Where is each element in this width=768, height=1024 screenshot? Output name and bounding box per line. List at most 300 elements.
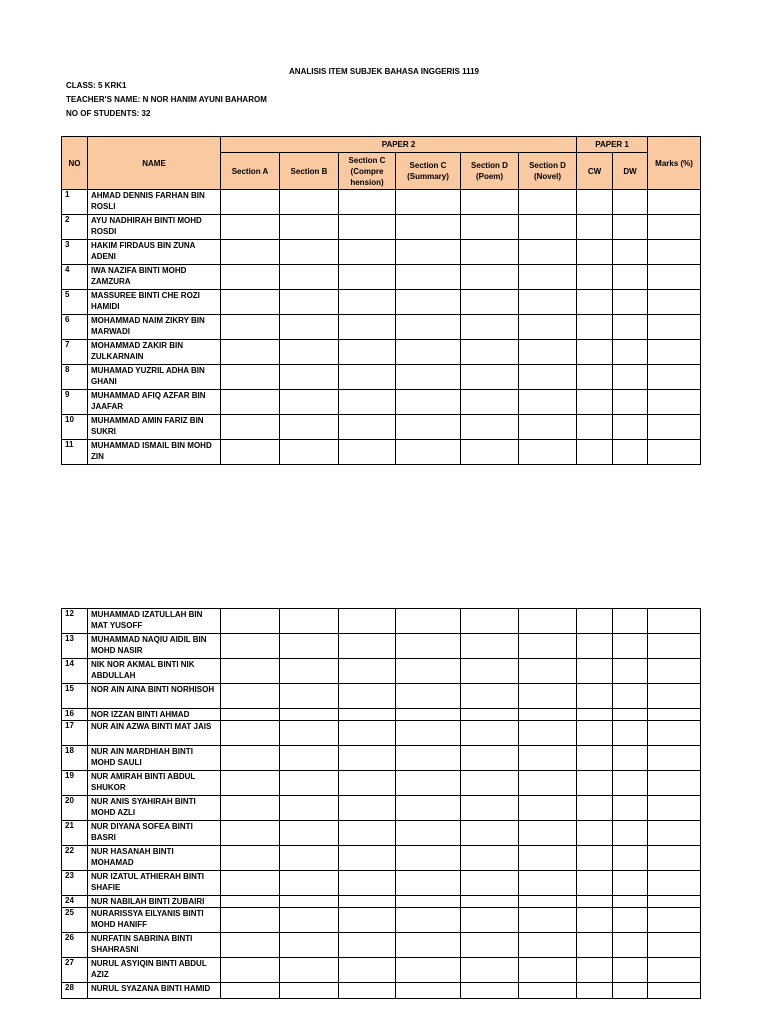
table-row: [62, 190, 701, 215]
score-marks-cell: [648, 609, 701, 634]
student-number: 11: [62, 440, 88, 465]
student-number: 6: [62, 315, 88, 340]
score-cw-cell: [577, 958, 613, 983]
header-paper-1: PAPER 1: [577, 137, 648, 153]
student-number: 3: [62, 240, 88, 265]
header-name: NAME: [88, 137, 221, 190]
student-name: NUR AIN AZWA BINTI MAT JAIS: [88, 721, 221, 746]
score-section-d-poem-cell: [461, 771, 519, 796]
score-dw-cell: [613, 846, 648, 871]
score-cw-cell: [577, 190, 613, 215]
student-name: MASSUREE BINTI CHE ROZI HAMIDI: [88, 290, 221, 315]
header-section-d-novel: Section D (Novel): [519, 153, 577, 190]
score-section-d-poem-cell: [461, 609, 519, 634]
student-name: NURARISSYA EILYANIS BINTI MOHD HANIFF: [88, 908, 221, 933]
student-number: 2: [62, 215, 88, 240]
student-number: 24: [62, 896, 88, 908]
score-section-a-cell: [221, 415, 280, 440]
student-number: 18: [62, 746, 88, 771]
score-section-b-cell: [280, 659, 339, 684]
score-section-b-cell: [280, 415, 339, 440]
score-marks-cell: [648, 958, 701, 983]
score-cw-cell: [577, 315, 613, 340]
teacher-name-line: TEACHER'S NAME: N NOR HANIM AYUNI BAHAROM: [66, 95, 267, 104]
student-name: MUHAMAD YUZRIL ADHA BIN GHANI: [88, 365, 221, 390]
score-section-d-poem-cell: [461, 440, 519, 465]
student-number: 13: [62, 634, 88, 659]
score-section-d-novel-cell: [519, 215, 577, 240]
score-section-d-poem-cell: [461, 340, 519, 365]
score-section-c-comprehension-cell: [339, 721, 396, 746]
score-cw-cell: [577, 265, 613, 290]
score-marks-cell: [648, 390, 701, 415]
score-section-c-summary-cell: [396, 634, 461, 659]
score-cw-cell: [577, 746, 613, 771]
student-number: 7: [62, 340, 88, 365]
score-cw-cell: [577, 709, 613, 721]
score-section-a-cell: [221, 315, 280, 340]
score-section-c-summary-cell: [396, 659, 461, 684]
score-section-d-novel-cell: [519, 746, 577, 771]
score-section-b-cell: [280, 215, 339, 240]
score-dw-cell: [613, 821, 648, 846]
score-section-c-summary-cell: [396, 190, 461, 215]
student-number: 21: [62, 821, 88, 846]
score-section-a-cell: [221, 796, 280, 821]
student-number: 4: [62, 265, 88, 290]
score-section-b-cell: [280, 365, 339, 390]
student-name: MUHAMMAD IZATULLAH BIN MAT YUSOFF: [88, 609, 221, 634]
score-cw-cell: [577, 933, 613, 958]
score-section-c-comprehension-cell: [339, 958, 396, 983]
score-cw-cell: [577, 684, 613, 709]
score-dw-cell: [613, 896, 648, 908]
student-rows-part-2: [62, 609, 701, 999]
student-number: 23: [62, 871, 88, 896]
score-dw-cell: [613, 609, 648, 634]
score-marks-cell: [648, 190, 701, 215]
score-section-d-poem-cell: [461, 821, 519, 846]
score-section-c-summary-cell: [396, 908, 461, 933]
score-section-d-novel-cell: [519, 240, 577, 265]
score-section-c-comprehension-cell: [339, 871, 396, 896]
table-row: [62, 871, 701, 896]
table-row: [62, 659, 701, 684]
score-marks-cell: [648, 796, 701, 821]
document-title: ANALISIS ITEM SUBJEK BAHASA INGGERIS 1119: [289, 67, 479, 76]
score-section-d-novel-cell: [519, 684, 577, 709]
student-number: 16: [62, 709, 88, 721]
score-dw-cell: [613, 290, 648, 315]
score-section-d-poem-cell: [461, 896, 519, 908]
score-section-a-cell: [221, 440, 280, 465]
score-marks-cell: [648, 771, 701, 796]
student-number: 5: [62, 290, 88, 315]
score-dw-cell: [613, 365, 648, 390]
student-number: 26: [62, 933, 88, 958]
score-section-c-comprehension-cell: [339, 634, 396, 659]
score-section-c-comprehension-cell: [339, 240, 396, 265]
score-cw-cell: [577, 609, 613, 634]
score-section-d-poem-cell: [461, 265, 519, 290]
score-dw-cell: [613, 265, 648, 290]
score-section-d-poem-cell: [461, 390, 519, 415]
score-section-d-poem-cell: [461, 908, 519, 933]
score-cw-cell: [577, 290, 613, 315]
table-row: [62, 846, 701, 871]
score-dw-cell: [613, 958, 648, 983]
score-section-c-summary-cell: [396, 846, 461, 871]
table-row: [62, 908, 701, 933]
score-dw-cell: [613, 634, 648, 659]
score-marks-cell: [648, 846, 701, 871]
student-number: 12: [62, 609, 88, 634]
score-section-a-cell: [221, 609, 280, 634]
student-name: NOR AIN AINA BINTI NORHISOH: [88, 684, 221, 709]
header-marks: Marks (%): [648, 137, 701, 190]
score-section-b-cell: [280, 340, 339, 365]
table-row: [62, 609, 701, 634]
score-cw-cell: [577, 871, 613, 896]
score-dw-cell: [613, 215, 648, 240]
student-name: NUR NABILAH BINTI ZUBAIRI: [88, 896, 221, 908]
table-row: [62, 721, 701, 746]
table-row: [62, 983, 701, 999]
student-number: 22: [62, 846, 88, 871]
score-section-d-novel-cell: [519, 659, 577, 684]
score-section-a-cell: [221, 634, 280, 659]
score-section-b-cell: [280, 983, 339, 999]
score-section-d-poem-cell: [461, 746, 519, 771]
score-cw-cell: [577, 771, 613, 796]
score-section-c-summary-cell: [396, 821, 461, 846]
score-section-d-novel-cell: [519, 290, 577, 315]
score-section-a-cell: [221, 933, 280, 958]
score-marks-cell: [648, 821, 701, 846]
score-section-d-poem-cell: [461, 415, 519, 440]
table-row: [62, 315, 701, 340]
student-name: MUHAMMAD ISMAIL BIN MOHD ZIN: [88, 440, 221, 465]
score-section-c-comprehension-cell: [339, 709, 396, 721]
score-section-d-novel-cell: [519, 983, 577, 999]
score-section-c-comprehension-cell: [339, 896, 396, 908]
score-section-c-summary-cell: [396, 365, 461, 390]
score-marks-cell: [648, 721, 701, 746]
score-section-d-poem-cell: [461, 871, 519, 896]
score-dw-cell: [613, 933, 648, 958]
student-name: AHMAD DENNIS FARHAN BIN ROSLI: [88, 190, 221, 215]
table-row: [62, 440, 701, 465]
score-section-a-cell: [221, 659, 280, 684]
score-marks-cell: [648, 440, 701, 465]
score-section-c-comprehension-cell: [339, 983, 396, 999]
score-section-a-cell: [221, 684, 280, 709]
student-number: 1: [62, 190, 88, 215]
score-section-d-novel-cell: [519, 415, 577, 440]
header-section-c-summary: Section C (Summary): [396, 153, 461, 190]
score-section-d-poem-cell: [461, 365, 519, 390]
score-cw-cell: [577, 440, 613, 465]
student-name: MUHAMMAD AMIN FARIZ BIN SUKRI: [88, 415, 221, 440]
score-section-b-cell: [280, 609, 339, 634]
score-dw-cell: [613, 340, 648, 365]
score-section-c-summary-cell: [396, 709, 461, 721]
score-section-d-novel-cell: [519, 390, 577, 415]
table-row: [62, 684, 701, 709]
score-dw-cell: [613, 315, 648, 340]
score-dw-cell: [613, 190, 648, 215]
score-section-d-poem-cell: [461, 684, 519, 709]
score-section-d-novel-cell: [519, 796, 577, 821]
score-section-d-poem-cell: [461, 290, 519, 315]
score-marks-cell: [648, 709, 701, 721]
score-dw-cell: [613, 415, 648, 440]
score-section-d-novel-cell: [519, 634, 577, 659]
score-section-c-comprehension-cell: [339, 659, 396, 684]
student-number: 19: [62, 771, 88, 796]
score-section-c-comprehension-cell: [339, 215, 396, 240]
score-dw-cell: [613, 684, 648, 709]
student-number: 27: [62, 958, 88, 983]
table-row: [62, 796, 701, 821]
score-cw-cell: [577, 240, 613, 265]
score-section-c-summary-cell: [396, 415, 461, 440]
score-section-b-cell: [280, 821, 339, 846]
score-section-b-cell: [280, 746, 339, 771]
score-section-b-cell: [280, 315, 339, 340]
score-section-b-cell: [280, 634, 339, 659]
score-marks-cell: [648, 983, 701, 999]
table-row: [62, 415, 701, 440]
score-dw-cell: [613, 871, 648, 896]
score-section-c-comprehension-cell: [339, 290, 396, 315]
score-section-d-novel-cell: [519, 190, 577, 215]
score-section-d-novel-cell: [519, 771, 577, 796]
score-section-d-poem-cell: [461, 933, 519, 958]
score-dw-cell: [613, 659, 648, 684]
score-cw-cell: [577, 365, 613, 390]
header-section-a: Section A: [221, 153, 280, 190]
score-section-d-novel-cell: [519, 315, 577, 340]
score-marks-cell: [648, 265, 701, 290]
student-name: NURUL ASYIQIN BINTI ABDUL AZIZ: [88, 958, 221, 983]
score-section-b-cell: [280, 709, 339, 721]
score-cw-cell: [577, 659, 613, 684]
score-marks-cell: [648, 746, 701, 771]
score-cw-cell: [577, 415, 613, 440]
student-name: NUR AIN MARDHIAH BINTI MOHD SAULI: [88, 746, 221, 771]
table-row: [62, 365, 701, 390]
table-row: [62, 340, 701, 365]
score-section-c-summary-cell: [396, 215, 461, 240]
score-section-c-summary-cell: [396, 265, 461, 290]
score-marks-cell: [648, 315, 701, 340]
score-section-d-novel-cell: [519, 609, 577, 634]
score-cw-cell: [577, 340, 613, 365]
score-section-d-novel-cell: [519, 440, 577, 465]
score-marks-cell: [648, 684, 701, 709]
header-section-d-poem: Section D (Poem): [461, 153, 519, 190]
score-cw-cell: [577, 215, 613, 240]
score-dw-cell: [613, 908, 648, 933]
score-section-a-cell: [221, 746, 280, 771]
score-section-c-comprehension-cell: [339, 190, 396, 215]
score-section-c-comprehension-cell: [339, 684, 396, 709]
score-section-b-cell: [280, 771, 339, 796]
score-marks-cell: [648, 415, 701, 440]
score-cw-cell: [577, 390, 613, 415]
score-section-a-cell: [221, 390, 280, 415]
score-section-c-comprehension-cell: [339, 796, 396, 821]
score-marks-cell: [648, 871, 701, 896]
score-section-d-poem-cell: [461, 215, 519, 240]
score-section-b-cell: [280, 846, 339, 871]
score-section-b-cell: [280, 390, 339, 415]
score-section-d-novel-cell: [519, 958, 577, 983]
student-name: NURFATIN SABRINA BINTI SHAHRASNI: [88, 933, 221, 958]
score-cw-cell: [577, 821, 613, 846]
score-section-d-poem-cell: [461, 721, 519, 746]
score-dw-cell: [613, 771, 648, 796]
score-section-a-cell: [221, 190, 280, 215]
score-section-d-poem-cell: [461, 634, 519, 659]
table-row: [62, 390, 701, 415]
table-row: [62, 265, 701, 290]
student-name: NUR AMIRAH BINTI ABDUL SHUKOR: [88, 771, 221, 796]
score-section-a-cell: [221, 983, 280, 999]
score-section-d-novel-cell: [519, 709, 577, 721]
score-marks-cell: [648, 634, 701, 659]
score-section-c-summary-cell: [396, 933, 461, 958]
score-section-c-summary-cell: [396, 896, 461, 908]
table-row: [62, 215, 701, 240]
score-section-b-cell: [280, 240, 339, 265]
score-section-c-summary-cell: [396, 746, 461, 771]
score-section-b-cell: [280, 871, 339, 896]
score-section-c-summary-cell: [396, 290, 461, 315]
student-count-line: NO OF STUDENTS: 32: [66, 109, 151, 118]
score-marks-cell: [648, 659, 701, 684]
header-cw: CW: [577, 153, 613, 190]
student-number: 9: [62, 390, 88, 415]
header-paper-2: PAPER 2: [221, 137, 577, 153]
score-cw-cell: [577, 983, 613, 999]
student-name: MOHAMMAD ZAKIR BIN ZULKARNAIN: [88, 340, 221, 365]
score-dw-cell: [613, 983, 648, 999]
score-section-a-cell: [221, 340, 280, 365]
score-section-c-summary-cell: [396, 315, 461, 340]
score-section-a-cell: [221, 958, 280, 983]
score-section-a-cell: [221, 290, 280, 315]
header-section-c-comprehension: Section C (Compre hension): [339, 153, 396, 190]
table-row: [62, 821, 701, 846]
score-section-c-comprehension-cell: [339, 315, 396, 340]
score-section-c-summary-cell: [396, 983, 461, 999]
score-section-c-summary-cell: [396, 721, 461, 746]
student-name: NUR DIYANA SOFEA BINTI BASRI: [88, 821, 221, 846]
score-section-d-novel-cell: [519, 821, 577, 846]
score-section-d-novel-cell: [519, 846, 577, 871]
score-section-c-comprehension-cell: [339, 415, 396, 440]
score-section-a-cell: [221, 871, 280, 896]
score-dw-cell: [613, 796, 648, 821]
score-section-c-summary-cell: [396, 390, 461, 415]
score-cw-cell: [577, 846, 613, 871]
score-cw-cell: [577, 908, 613, 933]
score-section-a-cell: [221, 908, 280, 933]
score-marks-cell: [648, 933, 701, 958]
score-dw-cell: [613, 746, 648, 771]
score-section-d-novel-cell: [519, 721, 577, 746]
score-marks-cell: [648, 908, 701, 933]
table-row: [62, 709, 701, 721]
score-cw-cell: [577, 796, 613, 821]
score-dw-cell: [613, 440, 648, 465]
score-section-d-poem-cell: [461, 958, 519, 983]
score-section-b-cell: [280, 684, 339, 709]
score-section-b-cell: [280, 721, 339, 746]
score-section-c-summary-cell: [396, 871, 461, 896]
student-name: MUHAMMAD AFIQ AZFAR BIN JAAFAR: [88, 390, 221, 415]
score-cw-cell: [577, 896, 613, 908]
student-name: NUR HASANAH BINTI MOHAMAD: [88, 846, 221, 871]
score-section-b-cell: [280, 908, 339, 933]
score-section-c-comprehension-cell: [339, 771, 396, 796]
class-line: CLASS: 5 KRK1: [66, 81, 127, 90]
table-row: [62, 958, 701, 983]
score-section-b-cell: [280, 190, 339, 215]
score-section-a-cell: [221, 365, 280, 390]
score-marks-cell: [648, 240, 701, 265]
table-row: [62, 896, 701, 908]
header-section-b: Section B: [280, 153, 339, 190]
score-section-c-comprehension-cell: [339, 340, 396, 365]
score-section-d-novel-cell: [519, 365, 577, 390]
table-row: [62, 933, 701, 958]
student-rows-part-1: [62, 190, 701, 465]
score-section-a-cell: [221, 821, 280, 846]
score-cw-cell: [577, 721, 613, 746]
score-section-b-cell: [280, 958, 339, 983]
score-section-a-cell: [221, 215, 280, 240]
score-section-c-comprehension-cell: [339, 908, 396, 933]
header-no: NO: [62, 137, 88, 190]
score-section-b-cell: [280, 896, 339, 908]
score-section-d-poem-cell: [461, 659, 519, 684]
score-section-c-comprehension-cell: [339, 365, 396, 390]
score-section-c-comprehension-cell: [339, 746, 396, 771]
score-section-b-cell: [280, 933, 339, 958]
score-section-c-comprehension-cell: [339, 821, 396, 846]
score-section-a-cell: [221, 709, 280, 721]
score-section-b-cell: [280, 440, 339, 465]
student-number: 17: [62, 721, 88, 746]
student-number: 20: [62, 796, 88, 821]
score-dw-cell: [613, 721, 648, 746]
score-dw-cell: [613, 240, 648, 265]
score-section-d-poem-cell: [461, 846, 519, 871]
score-section-c-comprehension-cell: [339, 265, 396, 290]
student-name: HAKIM FIRDAUS BIN ZUNA ADENI: [88, 240, 221, 265]
score-section-c-comprehension-cell: [339, 846, 396, 871]
score-section-b-cell: [280, 796, 339, 821]
student-name: NURUL SYAZANA BINTI HAMID: [88, 983, 221, 999]
student-number: 15: [62, 684, 88, 709]
score-section-b-cell: [280, 265, 339, 290]
score-section-a-cell: [221, 265, 280, 290]
score-section-c-summary-cell: [396, 771, 461, 796]
score-marks-cell: [648, 215, 701, 240]
